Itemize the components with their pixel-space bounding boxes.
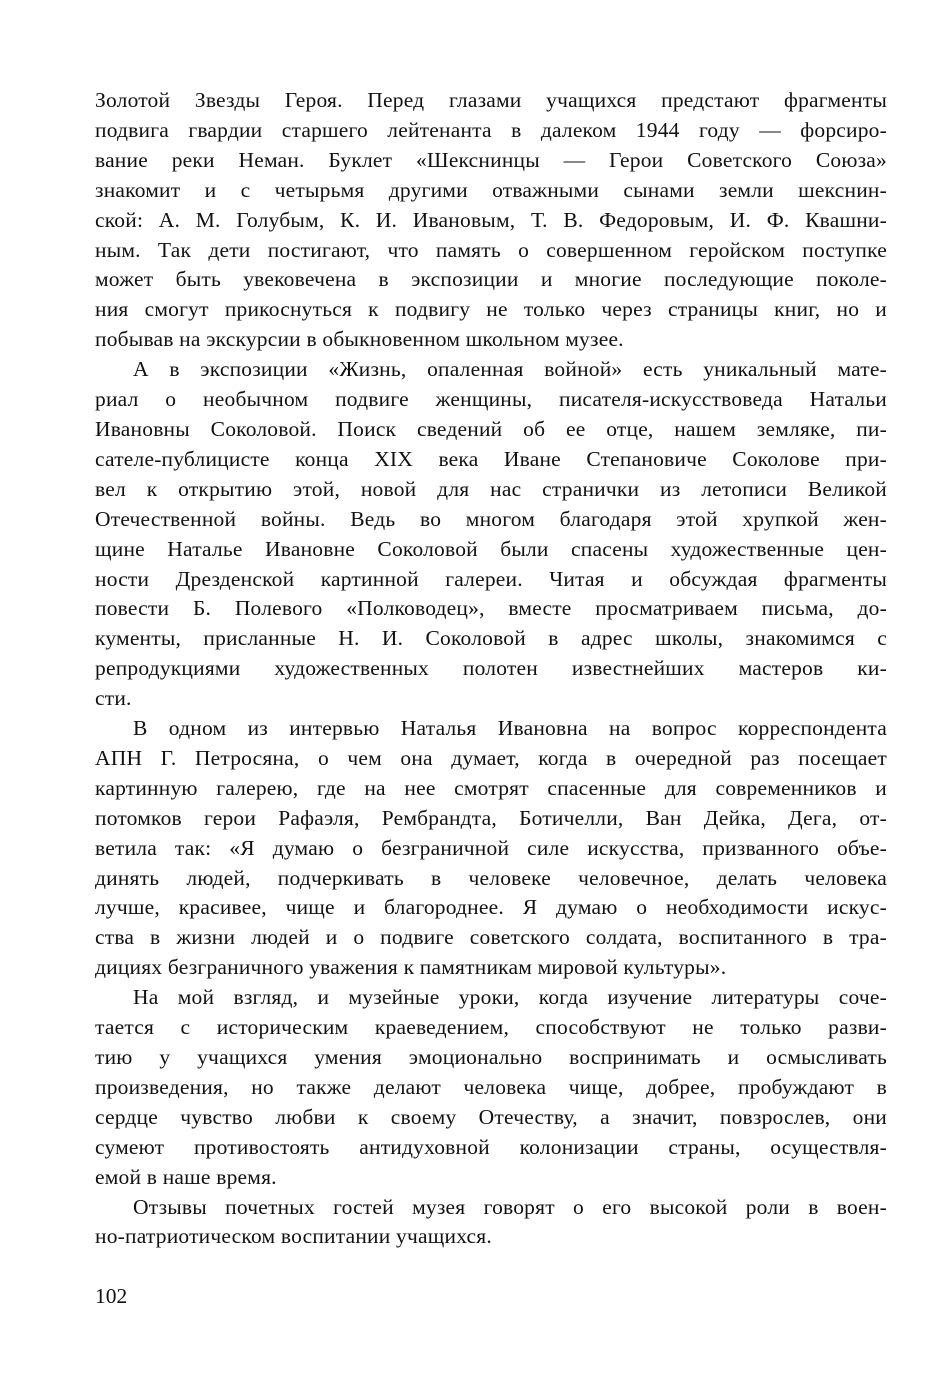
paragraph [95,983,887,1192]
text-line: сателе-публицисте конца XIX века Иване Степановиче Соколове при- [95,446,887,471]
text-line: вание реки Неман. Буклет «Шекснинцы — Герои Советского Союза» [95,147,887,172]
text-line: А в экспозиции «Жизнь, опаленная войной» есть уникальный мате- [133,357,887,382]
text-line: побывав на экскурсии в обыкновенном школьном музее. [95,327,624,352]
page-number: 102 [95,1284,128,1308]
paragraph [95,355,887,714]
text-line: может быть увековечена в экспозиции и многие последующие поколе- [95,267,887,292]
text-line: ности Дрезденской картинной галереи. Читая и обсуждая фрагменты [95,566,887,591]
paragraph [95,1193,887,1253]
text-line: ства в жизни людей и о подвиге советского солдата, воспитанного в тра- [95,925,887,950]
text-line: Ивановны Соколовой. Поиск сведений об ее отце, нашем земляке, пи- [95,416,887,441]
text-line: вел к открытию этой, новой для нас странички из летописи Великой [95,476,887,501]
text-line: ской: А. М. Голубым, К. И. Ивановым, Т. В. Федоровым, И. Ф. Квашни- [95,207,887,232]
text-line: В одном из интервью Наталья Ивановна на вопрос корреспондента [133,716,887,741]
text-line: потомков герои Рафаэля, Рембрандта, Ботичелли, Ван Дейка, Дега, от- [95,805,887,830]
text-line: АПН Г. Петросяна, о чем она думает, когда в очередной раз посещает [95,745,887,770]
text-line: Отзывы почетных гостей музея говорят о его высокой роли в воен- [133,1194,887,1219]
paragraph [95,86,887,355]
text-line: емой в наше время. [95,1164,277,1189]
text-line: ветила так: «Я думаю о безграничной силе искусства, призванного объе- [95,835,887,860]
text-line: репродукциями художественных полотен известнейших мастеров ки- [95,656,887,681]
text-line: сумеют противостоять антидуховной колонизации страны, осуществля- [95,1134,887,1159]
text-line: тается с историческим краеведением, способствуют не только разви- [95,1015,887,1040]
text-line: подвига гвардии старшего лейтенанта в далеком 1944 году — форсиро- [95,117,887,142]
text-line: тию у учащихся умения эмоционально воспринимать и осмысливать [95,1045,887,1069]
text-line: щине Наталье Ивановне Соколовой были спасены художественные цен- [95,536,887,561]
text-line: картинную галерею, где на нее смотрят спасенные для современников и [95,775,887,800]
text-line: кументы, присланные Н. И. Соколовой в адрес школы, знакомимся с [95,626,887,651]
text-line: ным. Так дети постигают, что память о совершенном геройском поступке [95,237,887,262]
text-line: Отечественной войны. Ведь во многом благодаря этой хрупкой жен- [95,506,887,531]
text-line: риал о необычном подвиге женщины, писателя-искусствоведа Натальи [95,387,887,412]
paragraph [95,714,887,983]
text-line: знакомит и с четырьмя другими отважными сынами земли шекснин- [95,177,887,202]
text-line: но-патриотическом воспитании учащихся. [95,1224,492,1249]
text-line: сердце чувство любви к своему Отечеству, а значит, повзрослев, они [95,1104,887,1129]
text-line: дициях безграничного уважения к памятникам мировой культуры». [95,955,727,980]
text-line: лучше, красивее, чище и благороднее. Я думаю о необходимости искус- [95,895,887,920]
text-line: сти. [95,686,132,711]
text-block [95,86,887,1252]
text-line: повести Б. Полевого «Полководец», вместе просматриваем письма, до- [95,596,887,621]
text-line: произведения, но также делают человека чище, добрее, пробуждают в [95,1074,887,1099]
text-line: Золотой Звезды Героя. Перед глазами учащихся предстают фрагменты [95,88,887,112]
text-line: На мой взгляд, и музейные уроки, когда изучение литературы соче- [133,985,887,1010]
text-line: ния смогут прикоснуться к подвигу не только через страницы книг, но и [95,297,887,322]
text-line: динять людей, подчеркивать в человеке человечное, делать человека [95,865,887,890]
